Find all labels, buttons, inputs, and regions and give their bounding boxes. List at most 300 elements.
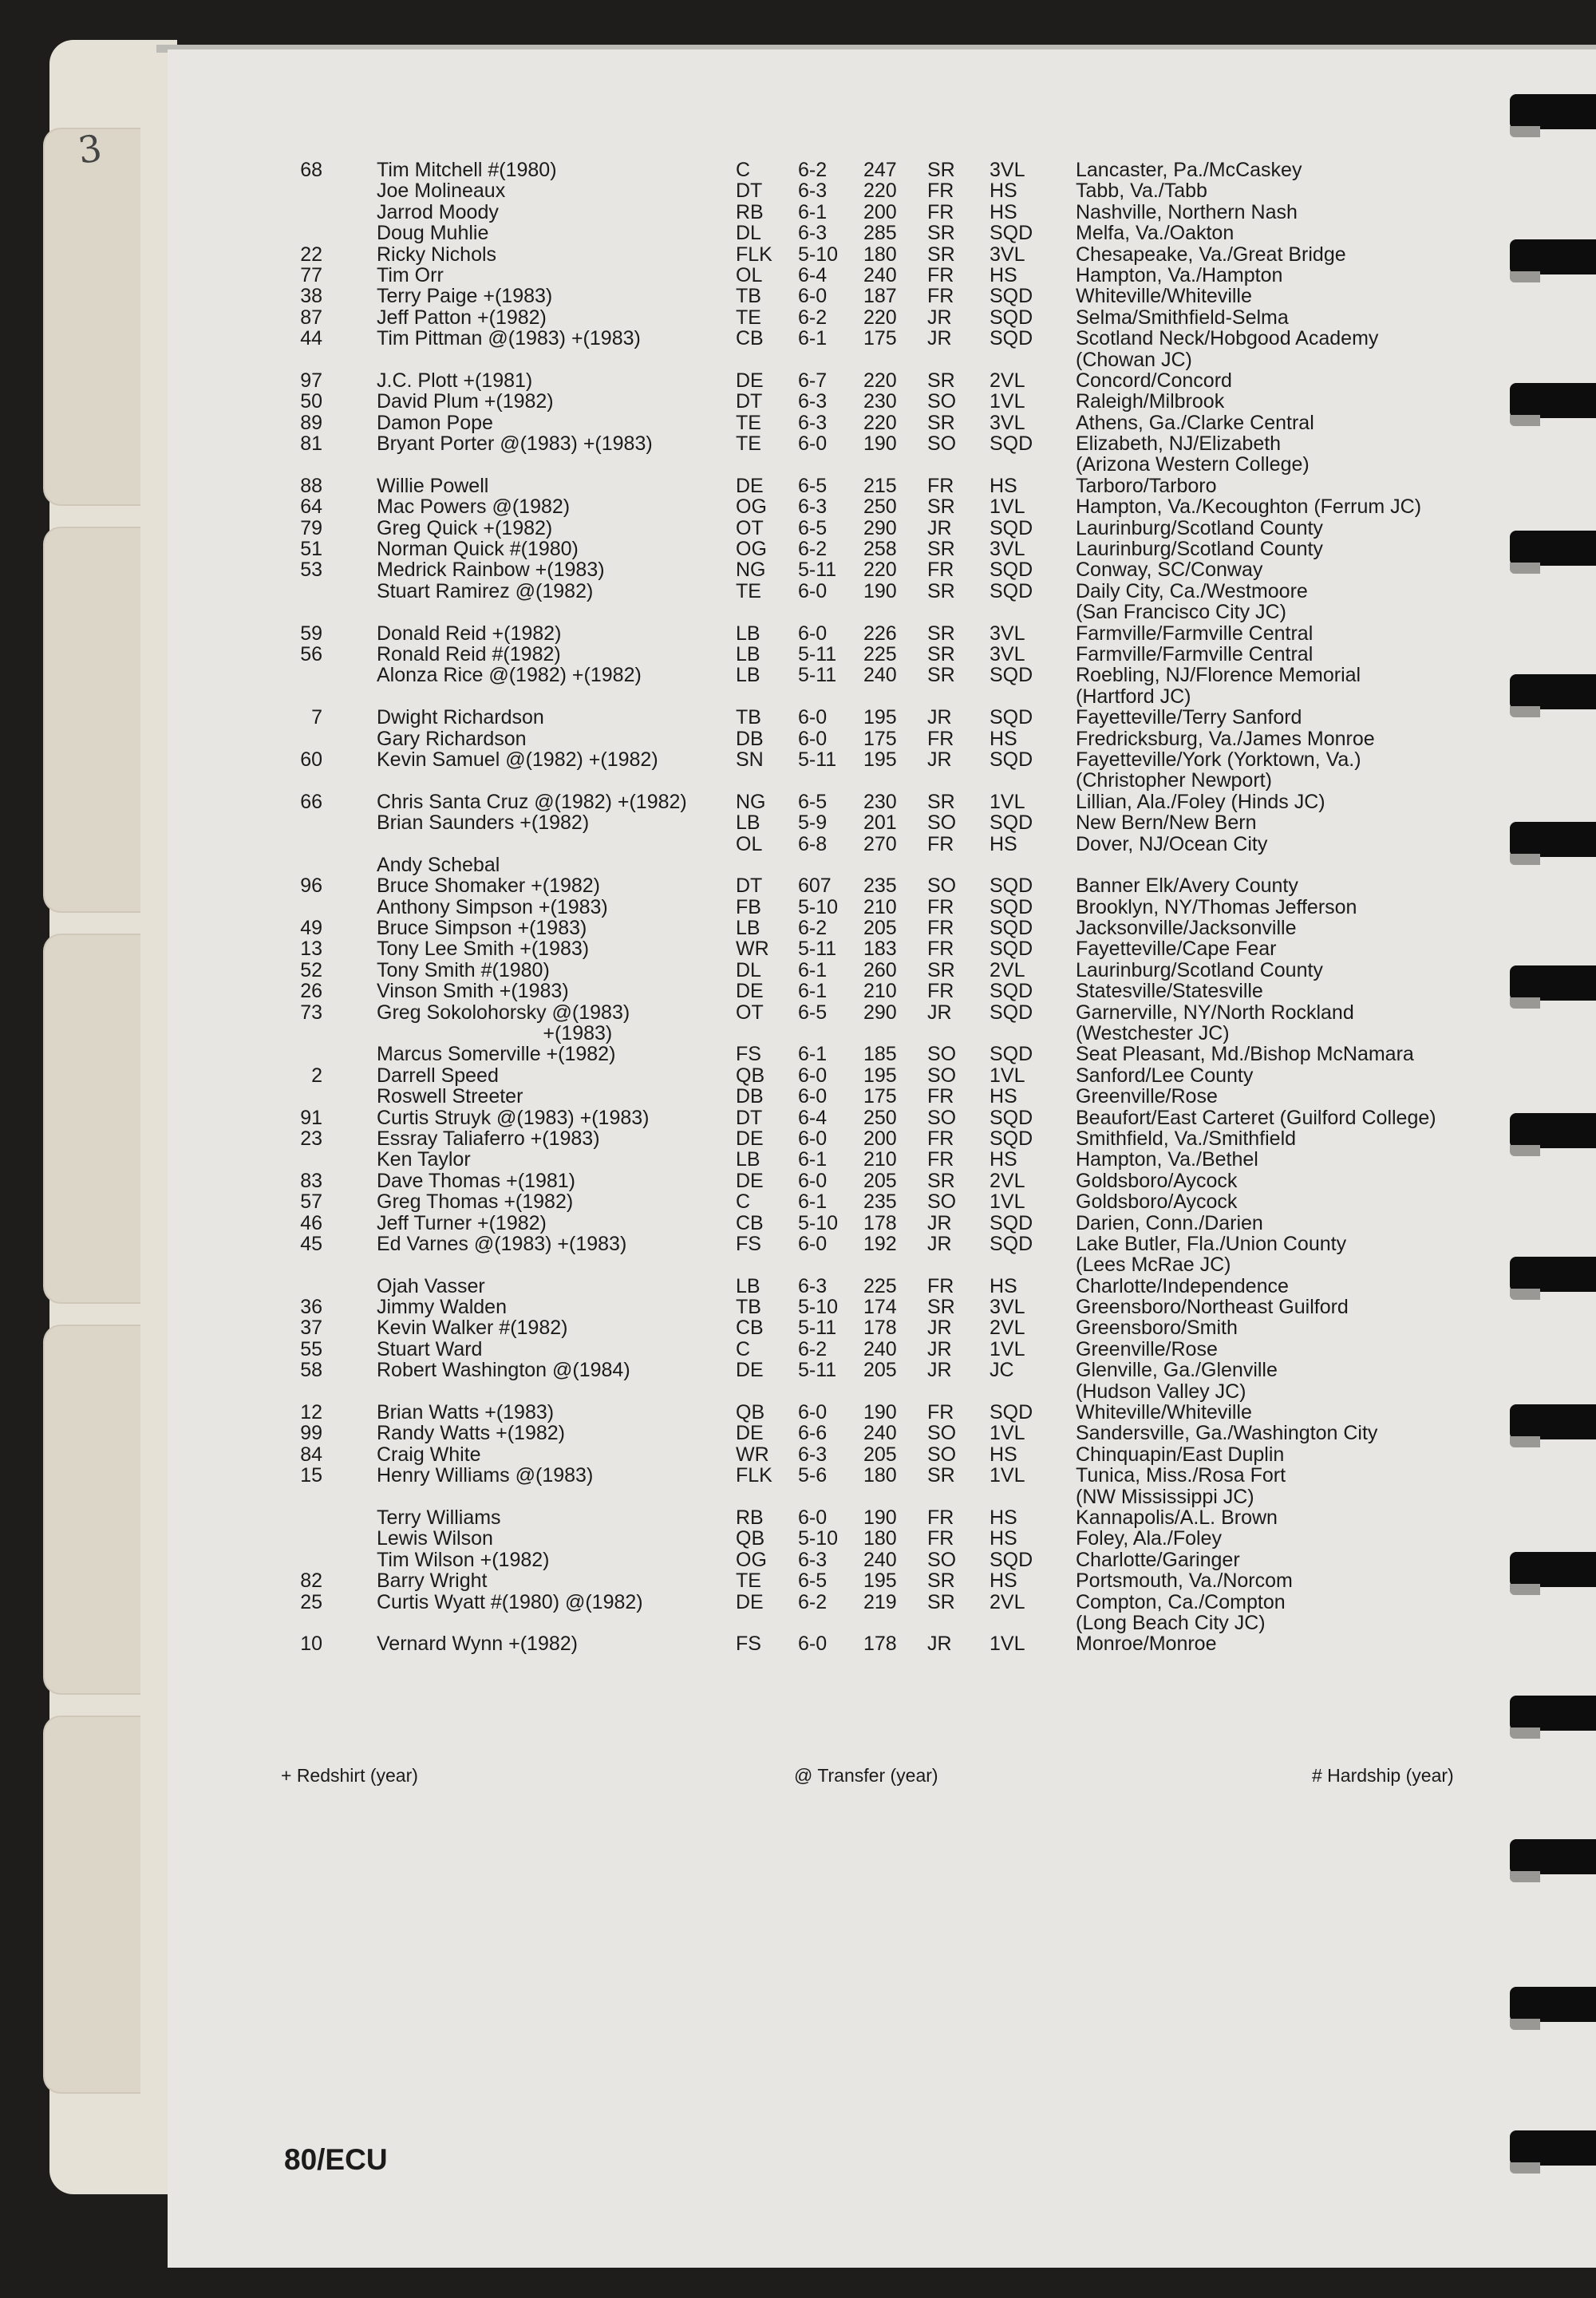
cell-name: Randy Watts +(1982) xyxy=(377,1422,565,1445)
cell-pos: TE xyxy=(736,579,761,602)
cell-name: Andy Schebal xyxy=(377,853,500,876)
cell-ht: 5-11 xyxy=(798,1317,837,1340)
cell-cl: FR xyxy=(927,180,954,203)
cell-num: 57 xyxy=(300,1190,322,1214)
cell-ht: 6-0 xyxy=(798,1506,828,1529)
cell-exp: 2VL xyxy=(990,1590,1025,1613)
divider-tab xyxy=(43,527,140,913)
cell-cl: JR xyxy=(927,1359,952,1382)
cell-pos: CB xyxy=(736,327,764,350)
cell-ht: 6-3 xyxy=(798,1274,828,1297)
cell-num: 7 xyxy=(311,706,322,729)
cell-home: Fayetteville/Cape Fear xyxy=(1076,938,1277,961)
cell-pos: WR xyxy=(736,938,769,961)
table-row xyxy=(281,223,1526,243)
cell-ht: 6-1 xyxy=(798,1043,828,1066)
table-row xyxy=(281,328,1526,349)
cell-name: +(1983) xyxy=(377,1022,613,1045)
cell-name: Brian Watts +(1983) xyxy=(377,1401,555,1424)
cell-wt: 210 xyxy=(863,895,897,918)
cell-num: 22 xyxy=(300,243,322,266)
cell-home: Seat Pleasant, Md./Bishop McNamara xyxy=(1076,1043,1414,1066)
table-row xyxy=(281,244,1526,265)
cell-cl: SR xyxy=(927,1590,955,1613)
cell-cl: FR xyxy=(927,1527,954,1550)
cell-num: 68 xyxy=(300,159,322,181)
cell-home: Hampton, Va./Bethel xyxy=(1076,1148,1258,1171)
cell-exp: SQD xyxy=(990,664,1033,687)
cell-wt: 180 xyxy=(863,1527,897,1550)
cell-name: Greg Thomas +(1982) xyxy=(377,1190,574,1214)
cell-name: Jarrod Moody xyxy=(377,200,499,223)
table-row xyxy=(281,1254,1526,1275)
cell-ht: 6-5 xyxy=(798,516,828,539)
cell-ht: 6-2 xyxy=(798,306,828,329)
table-row xyxy=(281,1423,1526,1443)
cell-exp: HS xyxy=(990,1274,1017,1297)
table-row xyxy=(281,518,1526,539)
cell-wt: 210 xyxy=(863,980,897,1003)
cell-name: Lewis Wilson xyxy=(377,1527,493,1550)
cell-ht: 5-10 xyxy=(798,895,839,918)
binding-ring xyxy=(1510,1987,1596,2022)
cell-home: Laurinburg/Scotland County xyxy=(1076,516,1323,539)
cell-exp: SQD xyxy=(990,327,1033,350)
cell-ht: 6-3 xyxy=(798,1443,828,1466)
table-row xyxy=(281,286,1526,306)
cell-home: Banner Elk/Avery County xyxy=(1076,875,1298,898)
cell-wt: 180 xyxy=(863,243,897,266)
cell-pos: DT xyxy=(736,1106,763,1129)
cell-cl: SR xyxy=(927,1296,955,1319)
cell-exp: 1VL xyxy=(990,496,1025,519)
cell-cl: SO xyxy=(927,875,957,898)
cell-home: Charlotte/Independence xyxy=(1076,1274,1289,1297)
cell-home: Chinquapin/East Duplin xyxy=(1076,1443,1285,1466)
cell-exp: SQD xyxy=(990,1548,1033,1571)
cell-ht: 5-9 xyxy=(798,811,828,835)
cell-wt: 247 xyxy=(863,159,897,181)
cell-name: Doug Muhlie xyxy=(377,222,489,245)
cell-cl: SO xyxy=(927,1548,957,1571)
cell-cl: SR xyxy=(927,1570,955,1593)
cell-ht: 6-0 xyxy=(798,1633,828,1656)
cell-ht: 6-2 xyxy=(798,917,828,940)
cell-exp: SQD xyxy=(990,432,1033,456)
table-row xyxy=(281,1613,1526,1633)
cell-cl: FR xyxy=(927,727,954,750)
cell-cl: SO xyxy=(927,1106,957,1129)
table-row xyxy=(281,433,1526,454)
cell-num: 23 xyxy=(300,1127,322,1150)
cell-ht: 6-7 xyxy=(798,369,828,392)
cell-home: Tarboro/Tarboro xyxy=(1076,474,1217,497)
cell-home: Greenville/Rose xyxy=(1076,1337,1218,1360)
cell-home: (Chowan JC) xyxy=(1076,348,1192,371)
cell-wt: 290 xyxy=(863,516,897,539)
cell-num: 51 xyxy=(300,538,322,561)
cell-ht: 6-1 xyxy=(798,958,828,981)
cell-cl: SR xyxy=(927,411,955,434)
cell-home: Fayetteville/York (Yorktown, Va.) xyxy=(1076,748,1361,771)
cell-wt: 195 xyxy=(863,706,897,729)
table-row xyxy=(281,728,1526,749)
cell-name: Bruce Shomaker +(1982) xyxy=(377,875,601,898)
cell-exp: SQD xyxy=(990,222,1033,245)
cell-cl: SR xyxy=(927,222,955,245)
cell-wt: 187 xyxy=(863,285,897,308)
cell-ht: 6-1 xyxy=(798,200,828,223)
cell-name: Ronald Reid #(1982) xyxy=(377,642,561,665)
cell-name: Robert Washington @(1984) xyxy=(377,1359,630,1382)
table-row xyxy=(281,391,1526,412)
cell-cl: JR xyxy=(927,516,952,539)
cell-num: 53 xyxy=(300,559,322,582)
table-row xyxy=(281,180,1526,201)
cell-exp: 2VL xyxy=(990,1169,1025,1192)
cell-exp: HS xyxy=(990,180,1017,203)
cell-exp: 3VL xyxy=(990,411,1025,434)
cell-home: Smithfield, Va./Smithfield xyxy=(1076,1127,1297,1150)
cell-cl: FR xyxy=(927,938,954,961)
cell-cl: SR xyxy=(927,159,955,181)
cell-exp: SQD xyxy=(990,1127,1033,1150)
cell-wt: 210 xyxy=(863,1148,897,1171)
cell-num: 64 xyxy=(300,496,322,519)
cell-pos: RB xyxy=(736,1506,764,1529)
cell-ht: 6-4 xyxy=(798,263,828,286)
cell-ht: 6-2 xyxy=(798,538,828,561)
cell-cl: SO xyxy=(927,811,957,835)
cell-wt: 258 xyxy=(863,538,897,561)
cell-exp: SQD xyxy=(990,1211,1033,1234)
cell-pos: SN xyxy=(736,748,764,771)
cell-home: Farmville/Farmville Central xyxy=(1076,622,1314,645)
cell-pos: CB xyxy=(736,1211,764,1234)
cell-name: Henry Williams @(1983) xyxy=(377,1464,594,1487)
cell-home: Darien, Conn./Darien xyxy=(1076,1211,1263,1234)
cell-name: Essray Taliaferro +(1983) xyxy=(377,1127,600,1150)
cell-num: 88 xyxy=(300,474,322,497)
table-row xyxy=(281,1550,1526,1570)
cell-name: Darrell Speed xyxy=(377,1064,499,1087)
cell-pos: OL xyxy=(736,263,763,286)
cell-exp: 1VL xyxy=(990,1064,1025,1087)
cell-num: 46 xyxy=(300,1211,322,1234)
cell-name: Craig White xyxy=(377,1443,481,1466)
cell-home: (Christopher Newport) xyxy=(1076,769,1272,792)
legend-redshirt: + Redshirt (year) xyxy=(281,1765,418,1786)
cell-home: Fayetteville/Terry Sanford xyxy=(1076,706,1302,729)
cell-exp: HS xyxy=(990,474,1017,497)
cell-home: Kannapolis/A.L. Brown xyxy=(1076,1506,1278,1529)
cell-pos: OL xyxy=(736,832,763,855)
table-row xyxy=(281,792,1526,812)
divider-tab xyxy=(43,934,140,1304)
cell-cl: FR xyxy=(927,1401,954,1424)
cell-exp: 2VL xyxy=(990,958,1025,981)
table-row xyxy=(281,644,1526,665)
cell-exp: HS xyxy=(990,1148,1017,1171)
cell-home: Lake Butler, Fla./Union County xyxy=(1076,1232,1347,1255)
table-row xyxy=(281,981,1526,1001)
table-row xyxy=(281,686,1526,707)
cell-pos: CB xyxy=(736,1317,764,1340)
cell-wt: 205 xyxy=(863,1443,897,1466)
cell-wt: 205 xyxy=(863,917,897,940)
cell-ht: 6-3 xyxy=(798,1548,828,1571)
table-row xyxy=(281,960,1526,981)
cell-cl: FR xyxy=(927,917,954,940)
cell-ht: 6-1 xyxy=(798,980,828,1003)
cell-home: Hampton, Va./Hampton xyxy=(1076,263,1283,286)
cell-wt: 225 xyxy=(863,642,897,665)
cell-exp: SQD xyxy=(990,579,1033,602)
cell-ht: 607 xyxy=(798,875,832,898)
cell-ht: 6-0 xyxy=(798,727,828,750)
cell-name: Norman Quick #(1980) xyxy=(377,538,579,561)
cell-pos: DE xyxy=(736,1422,764,1445)
cell-wt: 183 xyxy=(863,938,897,961)
divider-tab xyxy=(43,128,140,506)
cell-ht: 6-5 xyxy=(798,790,828,813)
cell-name: Brian Saunders +(1982) xyxy=(377,811,590,835)
cell-pos: DE xyxy=(736,1169,764,1192)
cell-name: Tony Smith #(1980) xyxy=(377,958,550,981)
cell-wt: 270 xyxy=(863,832,897,855)
cell-ht: 6-0 xyxy=(798,1064,828,1087)
cell-num: 37 xyxy=(300,1317,322,1340)
cell-exp: SQD xyxy=(990,706,1033,729)
cell-pos: QB xyxy=(736,1527,765,1550)
cell-ht: 6-0 xyxy=(798,706,828,729)
cell-name: J.C. Plott +(1981) xyxy=(377,369,533,392)
cell-cl: SR xyxy=(927,579,955,602)
cell-home: Sandersville, Ga./Washington City xyxy=(1076,1422,1378,1445)
cell-exp: 1VL xyxy=(990,1464,1025,1487)
cell-ht: 6-3 xyxy=(798,411,828,434)
table-row xyxy=(281,1633,1526,1654)
cell-num: 45 xyxy=(300,1232,322,1255)
cell-pos: LB xyxy=(736,1148,760,1171)
table-row xyxy=(281,1065,1526,1086)
roster-table xyxy=(281,160,1526,1655)
cell-wt: 219 xyxy=(863,1590,897,1613)
cell-exp: HS xyxy=(990,1570,1017,1593)
table-row xyxy=(281,1128,1526,1149)
cell-cl: JR xyxy=(927,327,952,350)
cell-exp: HS xyxy=(990,727,1017,750)
cell-wt: 260 xyxy=(863,958,897,981)
cell-home: Elizabeth, NJ/Elizabeth xyxy=(1076,432,1282,456)
table-row xyxy=(281,1297,1526,1317)
cell-cl: SR xyxy=(927,622,955,645)
cell-cl: SO xyxy=(927,1443,957,1466)
cell-num: 38 xyxy=(300,285,322,308)
cell-wt: 195 xyxy=(863,1570,897,1593)
cell-cl: FR xyxy=(927,1148,954,1171)
cell-ht: 6-0 xyxy=(798,285,828,308)
cell-home: Glenville, Ga./Glenville xyxy=(1076,1359,1278,1382)
table-row xyxy=(281,770,1526,791)
cell-pos: DT xyxy=(736,875,763,898)
cell-ht: 6-4 xyxy=(798,1106,828,1129)
cell-pos: FB xyxy=(736,895,761,918)
cell-wt: 178 xyxy=(863,1317,897,1340)
cell-name: Tim Orr xyxy=(377,263,444,286)
cell-pos: OT xyxy=(736,516,764,539)
cell-home: (Long Beach City JC) xyxy=(1076,1611,1266,1634)
cell-wt: 226 xyxy=(863,622,897,645)
cell-ht: 6-2 xyxy=(798,159,828,181)
cell-home: Lillian, Ala./Foley (Hinds JC) xyxy=(1076,790,1325,813)
cell-pos: DT xyxy=(736,180,763,203)
page-footer-label: 80/ECU xyxy=(284,2143,388,2176)
cell-name: Mac Powers @(1982) xyxy=(377,496,571,519)
table-row xyxy=(281,160,1526,180)
cell-ht: 6-5 xyxy=(798,1570,828,1593)
cell-name: Bryant Porter @(1983) +(1983) xyxy=(377,432,653,456)
cell-name: Greg Quick +(1982) xyxy=(377,516,553,539)
cell-wt: 250 xyxy=(863,496,897,519)
cell-exp: 1VL xyxy=(990,1422,1025,1445)
cell-wt: 200 xyxy=(863,1127,897,1150)
table-row xyxy=(281,855,1526,875)
cell-name: Ed Varnes @(1983) +(1983) xyxy=(377,1232,627,1255)
cell-cl: JR xyxy=(927,706,952,729)
cell-home: Raleigh/Milbrook xyxy=(1076,390,1225,413)
table-row xyxy=(281,539,1526,559)
cell-name: Vernard Wynn +(1982) xyxy=(377,1633,579,1656)
cell-cl: SR xyxy=(927,496,955,519)
cell-exp: 1VL xyxy=(990,790,1025,813)
cell-num: 96 xyxy=(300,875,322,898)
cell-home: Greenville/Rose xyxy=(1076,1085,1218,1108)
cell-wt: 285 xyxy=(863,222,897,245)
cell-home: (San Francisco City JC) xyxy=(1076,601,1286,624)
cell-cl: SR xyxy=(927,1169,955,1192)
cell-wt: 190 xyxy=(863,432,897,456)
cell-exp: SQD xyxy=(990,875,1033,898)
cell-cl: FR xyxy=(927,200,954,223)
cell-exp: SQD xyxy=(990,285,1033,308)
cell-pos: DE xyxy=(736,980,764,1003)
cell-ht: 6-3 xyxy=(798,390,828,413)
cell-home: Melfa, Va./Oakton xyxy=(1076,222,1235,245)
cell-ht: 5-11 xyxy=(798,664,837,687)
cell-wt: 235 xyxy=(863,875,897,898)
cell-cl: JR xyxy=(927,306,952,329)
cell-ht: 6-1 xyxy=(798,1190,828,1214)
table-row xyxy=(281,1023,1526,1044)
cell-wt: 220 xyxy=(863,411,897,434)
legend-transfer: @ Transfer (year) xyxy=(794,1765,938,1786)
cell-pos: LB xyxy=(736,622,760,645)
cell-cl: JR xyxy=(927,1232,952,1255)
cell-ht: 5-6 xyxy=(798,1464,828,1487)
cell-num: 10 xyxy=(300,1633,322,1656)
cell-name: Curtis Struyk @(1983) +(1983) xyxy=(377,1106,650,1129)
cell-wt: 250 xyxy=(863,1106,897,1129)
cell-exp: 3VL xyxy=(990,159,1025,181)
cell-home: Compton, Ca./Compton xyxy=(1076,1590,1286,1613)
cell-exp: HS xyxy=(990,1085,1017,1108)
table-row xyxy=(281,1191,1526,1212)
cell-exp: HS xyxy=(990,1443,1017,1466)
cell-exp: 2VL xyxy=(990,369,1025,392)
binding-ring xyxy=(1510,1696,1596,1731)
cell-pos: FS xyxy=(736,1232,761,1255)
cell-exp: SQD xyxy=(990,516,1033,539)
cell-pos: LB xyxy=(736,1274,760,1297)
cell-cl: FR xyxy=(927,895,954,918)
cell-ht: 6-0 xyxy=(798,1085,828,1108)
cell-ht: 6-5 xyxy=(798,474,828,497)
cell-exp: SQD xyxy=(990,895,1033,918)
cell-ht: 6-8 xyxy=(798,832,828,855)
cell-wt: 174 xyxy=(863,1296,897,1319)
cell-wt: 220 xyxy=(863,306,897,329)
cell-ht: 5-11 xyxy=(798,642,837,665)
table-row xyxy=(281,1487,1526,1507)
cell-name: Joe Molineaux xyxy=(377,180,506,203)
cell-exp: SQD xyxy=(990,1001,1033,1024)
cell-name: Ojah Vasser xyxy=(377,1274,485,1297)
cell-name: Jimmy Walden xyxy=(377,1296,507,1319)
cell-ht: 6-3 xyxy=(798,180,828,203)
cell-exp: 3VL xyxy=(990,642,1025,665)
cell-ht: 5-10 xyxy=(798,1296,839,1319)
cell-ht: 6-1 xyxy=(798,327,828,350)
cell-home: Lancaster, Pa./McCaskey xyxy=(1076,159,1302,181)
cell-home: Whiteville/Whiteville xyxy=(1076,1401,1252,1424)
cell-pos: TE xyxy=(736,432,761,456)
binding-ring xyxy=(1510,1839,1596,1874)
cell-exp: SQD xyxy=(990,980,1033,1003)
cell-cl: SO xyxy=(927,1043,957,1066)
table-row xyxy=(281,559,1526,580)
cell-ht: 5-10 xyxy=(798,1211,839,1234)
cell-pos: FS xyxy=(736,1043,761,1066)
cell-pos: C xyxy=(736,1337,751,1360)
cell-ht: 6-0 xyxy=(798,1232,828,1255)
binding-ring xyxy=(1510,2130,1596,2166)
table-row xyxy=(281,1528,1526,1549)
table-row xyxy=(281,307,1526,328)
cell-name: Tim Wilson +(1982) xyxy=(377,1548,550,1571)
cell-pos: LB xyxy=(736,917,760,940)
cell-wt: 185 xyxy=(863,1043,897,1066)
cell-wt: 178 xyxy=(863,1211,897,1234)
table-row xyxy=(281,834,1526,855)
cell-pos: DL xyxy=(736,222,761,245)
cell-name: Roswell Streeter xyxy=(377,1085,523,1108)
cell-wt: 235 xyxy=(863,1190,897,1214)
cell-home: Statesville/Statesville xyxy=(1076,980,1263,1003)
cell-ht: 6-0 xyxy=(798,432,828,456)
cell-name: David Plum +(1982) xyxy=(377,390,554,413)
cell-cl: FR xyxy=(927,559,954,582)
cell-home: (NW Mississippi JC) xyxy=(1076,1485,1254,1508)
cell-home: Fredricksburg, Va./James Monroe xyxy=(1076,727,1375,750)
table-row xyxy=(281,349,1526,370)
cell-cl: SO xyxy=(927,1422,957,1445)
cell-cl: FR xyxy=(927,1506,954,1529)
table-row xyxy=(281,454,1526,475)
divider-tabs xyxy=(49,40,177,2194)
cell-home: (Arizona Western College) xyxy=(1076,453,1310,476)
cell-name: Alonza Rice @(1982) +(1982) xyxy=(377,664,642,687)
